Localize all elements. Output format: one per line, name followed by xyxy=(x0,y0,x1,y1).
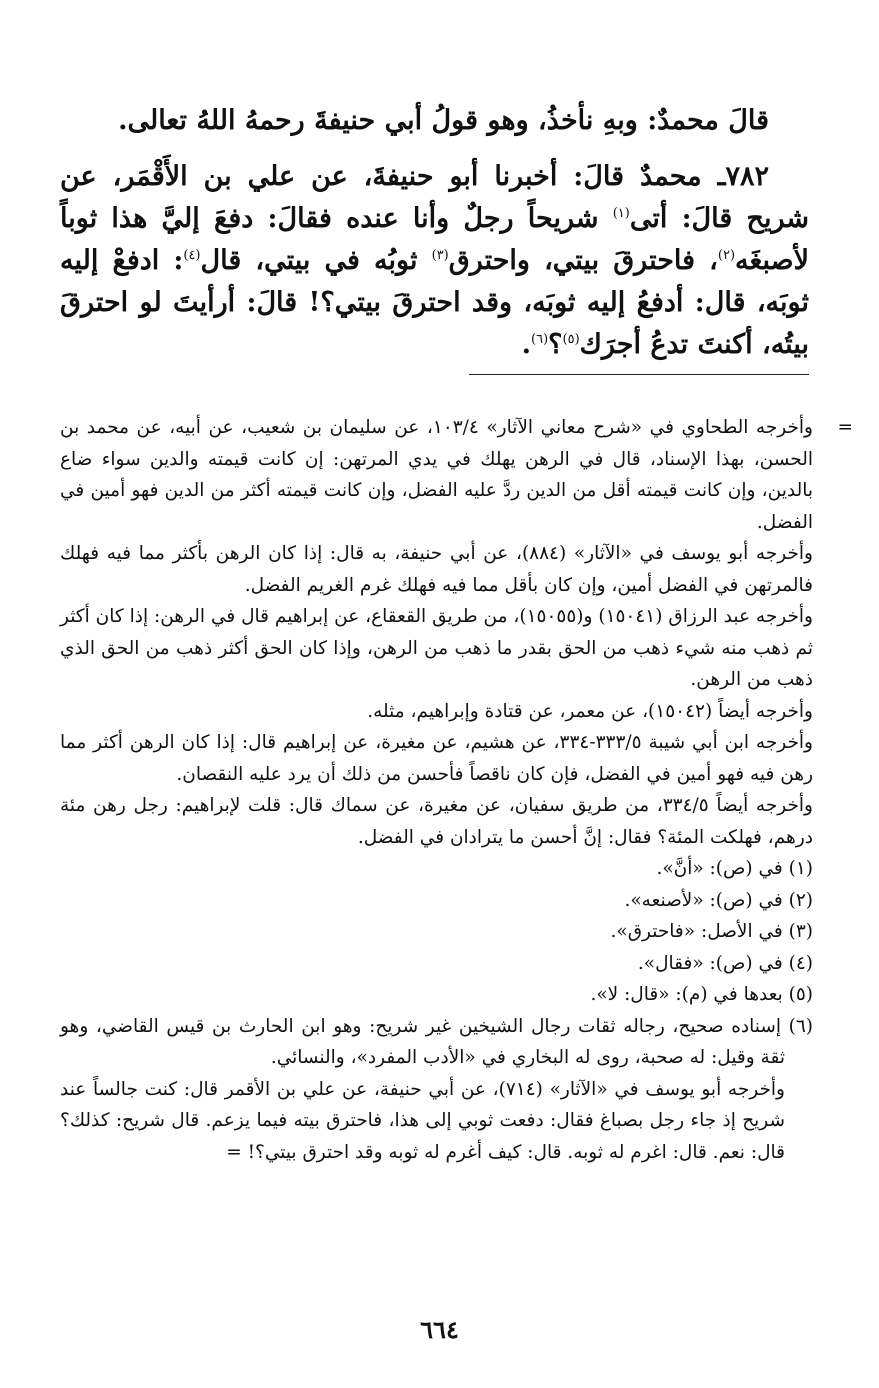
footnote-5: (٥) بعدها في (م): «قال: لا». xyxy=(590,984,813,1005)
text-segment: . xyxy=(521,329,532,360)
text-segment: شريحاً رجلٌ وأنا عنده فقالَ: دفعَ إليَّ هذا ثوباً لأصبغَه xyxy=(60,203,810,276)
text-segment: : ادفعْ إليه ثوبَه، قال: أدفعُ إليه ثوبَه، وقد احترقَ بيتي؟! قالَ: أرأيتَ لو احترقَ بيتُه، أكنتَ تدعُ أجرَك xyxy=(60,245,809,360)
text-segment: ٧٨٢ـ محمدٌ قالَ: أخبرنا أبو حنيفةَ، عن علي بن الأَقْمَر، عن شريح قالَ: أتى xyxy=(60,161,809,234)
footnote-marker-3: (٣) xyxy=(431,248,449,263)
footnote-divider xyxy=(469,374,809,375)
footnote-4: (٤) في (ص): «فقال». xyxy=(637,952,813,974)
footnotes xyxy=(60,412,853,1168)
continued-note-4: وأخرجه أيضاً (١٥٠٤٢)، عن معمر، عن قتادة وإبراهيم، مثله. xyxy=(367,700,813,722)
continuation-mark: = xyxy=(837,417,853,438)
text-segment: ؟ xyxy=(548,329,563,360)
continued-note-5: وأخرجه ابن أبي شيبة ٣٣٣/٥-٣٣٤، عن هشيم، عن مغيرة، عن إبراهيم قال: إذا كان الرهن أكثر مما رهن فيه فهو أمين في الفضل، فإن كان ناقصاً فأحسن من ذلك أن يرد عليه النقصان. xyxy=(60,732,813,785)
main-paragraph-782 xyxy=(60,156,809,366)
text-segment: ، فاحترقَ بيتي، واحترق xyxy=(448,245,718,276)
continued-note-6: وأخرجه أيضاً ٣٣٤/٥، من طريق سفيان، عن مغيرة، عن سماك قال: قلت لإبراهيم: رجل رهن مئة درهم، فهلكت المئة؟ فقال: إنَّ أحسن ما يترادان في الفضل. xyxy=(60,795,813,848)
footnote-1: (١) في (ص): «أنَّ». xyxy=(656,858,813,879)
main-text xyxy=(60,100,809,366)
footnote-2: (٢) في (ص): «لأصنعه». xyxy=(624,889,813,911)
footnote-6: (٦) إسناده صحيح، رجاله ثقات رجال الشيخين غير شريح: وهو ابن الحارث بن قيس القاضي، وهو ثقة وقيل: له صحبة، روى له البخاري في «الأدب المفرد»، والنسائي. xyxy=(60,1015,813,1068)
page-number: ٦٦٤ xyxy=(420,1315,459,1344)
continued-note-3: وأخرجه عبد الرزاق (١٥٠٤١) و(١٥٠٥٥)، من طريق القعقاع، عن إبراهيم قال في الرهن: إذا كان أكثر ثم ذهب منه شيء ذهب من الحق بقدر ما ذهب من الرهن، وإذا كان الحق أكثر ذهب من الحق الذي ذهب من الرهن. xyxy=(60,606,813,690)
footnote-marker-2: (٢) xyxy=(717,248,736,263)
footnote-marker-5: (٥) xyxy=(562,332,580,347)
footnote-6-continued: وأخرجه أبو يوسف في «الآثار» (٧١٤)، عن أبي حنيفة، عن علي بن الأقمر قال: كنت جالساً عند شريح إذ جاء رجل بصباغ فقال: دفعت ثوبي إلى هذا، فاحترق بيته فيما يزعم. قال شريح: كذلك؟ قال: نعم. قال: اغرم له ثوبه. قال: كيف أغرم له ثوبه وقد احترق بيتي؟! = xyxy=(60,1078,785,1163)
continued-note-2: وأخرجه أبو يوسف في «الآثار» (٨٨٤)، عن أبي حنيفة، به قال: إذا كان الرهن بأكثر مما فيه فهلك فالمرتهن في الفضل أمين، وإن كان بأقل مما فيه فهلك غرم الغريم الفضل. xyxy=(60,543,813,596)
footnote-3: (٣) في الأصل: «فاحترق». xyxy=(610,921,813,942)
footnote-marker-1: (١) xyxy=(612,206,630,221)
continued-note-1 xyxy=(60,412,853,538)
footnote-marker-6: (٦) xyxy=(531,332,549,347)
continued-note-text: وأخرجه الطحاوي في «شرح معاني الآثار» ١٠٣/٤، عن سليمان بن شعيب، عن أبيه، عن محمد بن الحسن، بهذا الإسناد، قال في الرهن يهلك في يدي المرتهن: إن كانت قيمته والدين سواء ضاع بالدين، وإن كانت قيمته أقل من الدين ردَّ عليه الفضل، وإن كانت قيمته أكثر من الدين فهو أمين في الفضل. xyxy=(60,417,813,533)
main-paragraph-1: قالَ محمدٌ: وبهِ نأخذُ، وهو قولُ أبي حنيفةَ رحمهُ اللهُ تعالى. xyxy=(118,105,769,136)
footnote-marker-4: (٤) xyxy=(183,248,201,263)
text-segment: ثوبُه في بيتي، قال xyxy=(200,245,432,276)
